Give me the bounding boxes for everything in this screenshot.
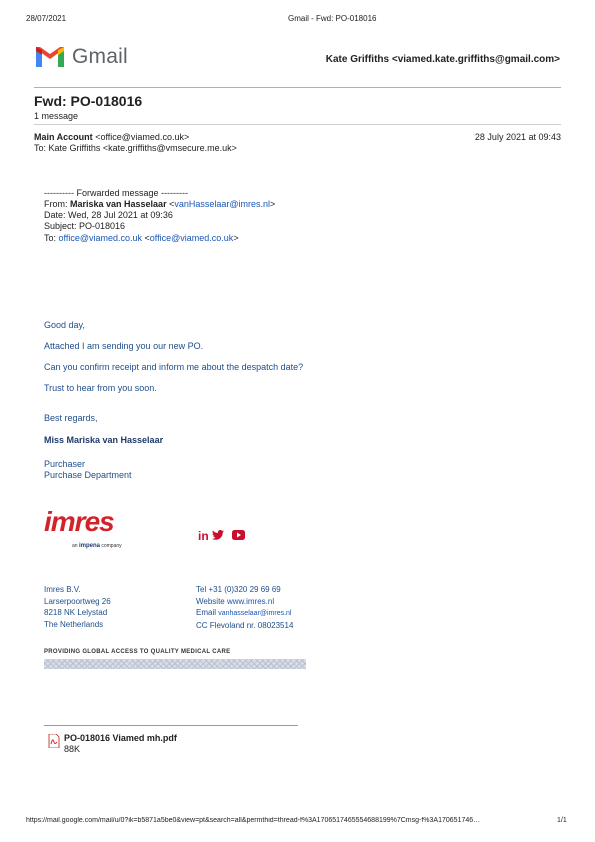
logo-sub-suffix: company xyxy=(99,543,122,549)
address-line: 8218 NK Lelystad xyxy=(44,608,108,617)
message-date: 28 July 2021 at 09:43 xyxy=(474,132,561,142)
attachment-divider xyxy=(44,725,298,726)
fwd-from-email-link[interactable]: vanHasselaar@imres.nl xyxy=(174,199,271,209)
logo-sub-prefix: an xyxy=(72,543,79,549)
subject-divider xyxy=(34,124,561,125)
website-link[interactable]: www.imres.nl xyxy=(226,596,275,606)
sender-name: Main Account xyxy=(34,132,93,142)
message-count: 1 message xyxy=(34,111,79,121)
sender-email: <office@viamed.co.uk> xyxy=(95,132,190,142)
fwd-to-gt: > xyxy=(233,233,239,243)
fwd-from-label: From: xyxy=(44,199,70,209)
address-line: The Netherlands xyxy=(44,619,104,629)
gmail-wordmark: Gmail xyxy=(72,45,128,68)
body-line-2: Can you confirm receipt and inform me about the despatch date? xyxy=(44,362,304,372)
fwd-to-line xyxy=(44,233,239,244)
forwarded-divider: ---------- Forwarded message --------- xyxy=(44,188,188,198)
fwd-to-email-link[interactable]: office@viamed.co.uk xyxy=(58,233,143,243)
youtube-icon[interactable] xyxy=(232,530,245,540)
fwd-from-gt: > xyxy=(270,199,276,209)
signer-role: Purchaser xyxy=(44,459,86,469)
tagline-pattern-bar xyxy=(44,659,306,669)
fwd-to-label: To: xyxy=(44,233,59,243)
imres-logo-subtitle xyxy=(72,543,122,549)
address-line: Larserpoortweg 26 xyxy=(44,596,111,606)
header-divider xyxy=(34,87,561,88)
fwd-from-line xyxy=(44,199,275,210)
body-closing: Best regards, xyxy=(44,413,98,423)
print-url: https://mail.google.com/mail/u/0?ik=b5871a5be0&view=pt&search=all&permthid=thread-f%3A1706517465554688199%7Cmsg-f%3A170651746… xyxy=(26,817,481,824)
email-label: Email xyxy=(196,608,219,617)
company-contacts xyxy=(196,584,293,631)
fwd-from-name: Mariska van Hasselaar xyxy=(70,199,167,209)
sender-line xyxy=(34,132,189,143)
recipient-line: To: Kate Griffiths <kate.griffiths@vmsecure.me.uk> xyxy=(34,143,237,153)
logo-sub-brand: impena xyxy=(78,543,100,549)
signer-name: Miss Mariska van Hasselaar xyxy=(44,435,164,445)
fwd-to-lt: < xyxy=(142,233,150,243)
pdf-file-icon[interactable] xyxy=(48,734,60,748)
linkedin-icon[interactable]: in xyxy=(198,529,209,543)
body-greeting: Good day, xyxy=(44,320,85,330)
print-date: 28/07/2021 xyxy=(26,14,67,23)
website-label: Website xyxy=(196,596,227,606)
fwd-date-line: Date: Wed, 28 Jul 2021 at 09:36 xyxy=(44,210,173,220)
fwd-subject-line: Subject: PO-018016 xyxy=(44,221,126,231)
address-line: Imres B.V. xyxy=(44,585,81,594)
attachment-name[interactable]: PO-018016 Viamed mh.pdf xyxy=(64,733,177,743)
signer-department: Purchase Department xyxy=(44,470,132,480)
contact-tel: Tel +31 (0)320 29 69 69 xyxy=(196,585,281,594)
imres-logo: imres xyxy=(44,506,114,537)
account-label: Kate Griffiths <viamed.kate.griffiths@gmail.com> xyxy=(325,54,560,65)
company-address xyxy=(44,584,111,630)
thread-subject: Fwd: PO-018016 xyxy=(34,93,143,109)
print-title: Gmail - Fwd: PO-018016 xyxy=(288,14,377,23)
body-line-1: Attached I am sending you our new PO. xyxy=(44,341,204,351)
gmail-logo-icon xyxy=(34,45,66,69)
contact-email-line xyxy=(196,607,293,620)
body-line-3: Trust to hear from you soon. xyxy=(44,383,157,393)
contact-cc: CC Flevoland nr. 08023514 xyxy=(196,620,294,630)
twitter-icon[interactable] xyxy=(212,530,224,540)
email-link[interactable]: vanhasselaar@imres.nl xyxy=(218,610,292,617)
fwd-to-email-link-2[interactable]: office@viamed.co.uk xyxy=(149,233,234,243)
fwd-from-lt: < xyxy=(166,199,175,209)
print-page-number: 1/1 xyxy=(557,817,567,824)
company-tagline: PROVIDING GLOBAL ACCESS TO QUALITY MEDICAL CARE xyxy=(44,649,231,655)
contact-website-line xyxy=(196,596,293,608)
attachment-size: 88K xyxy=(64,744,81,754)
